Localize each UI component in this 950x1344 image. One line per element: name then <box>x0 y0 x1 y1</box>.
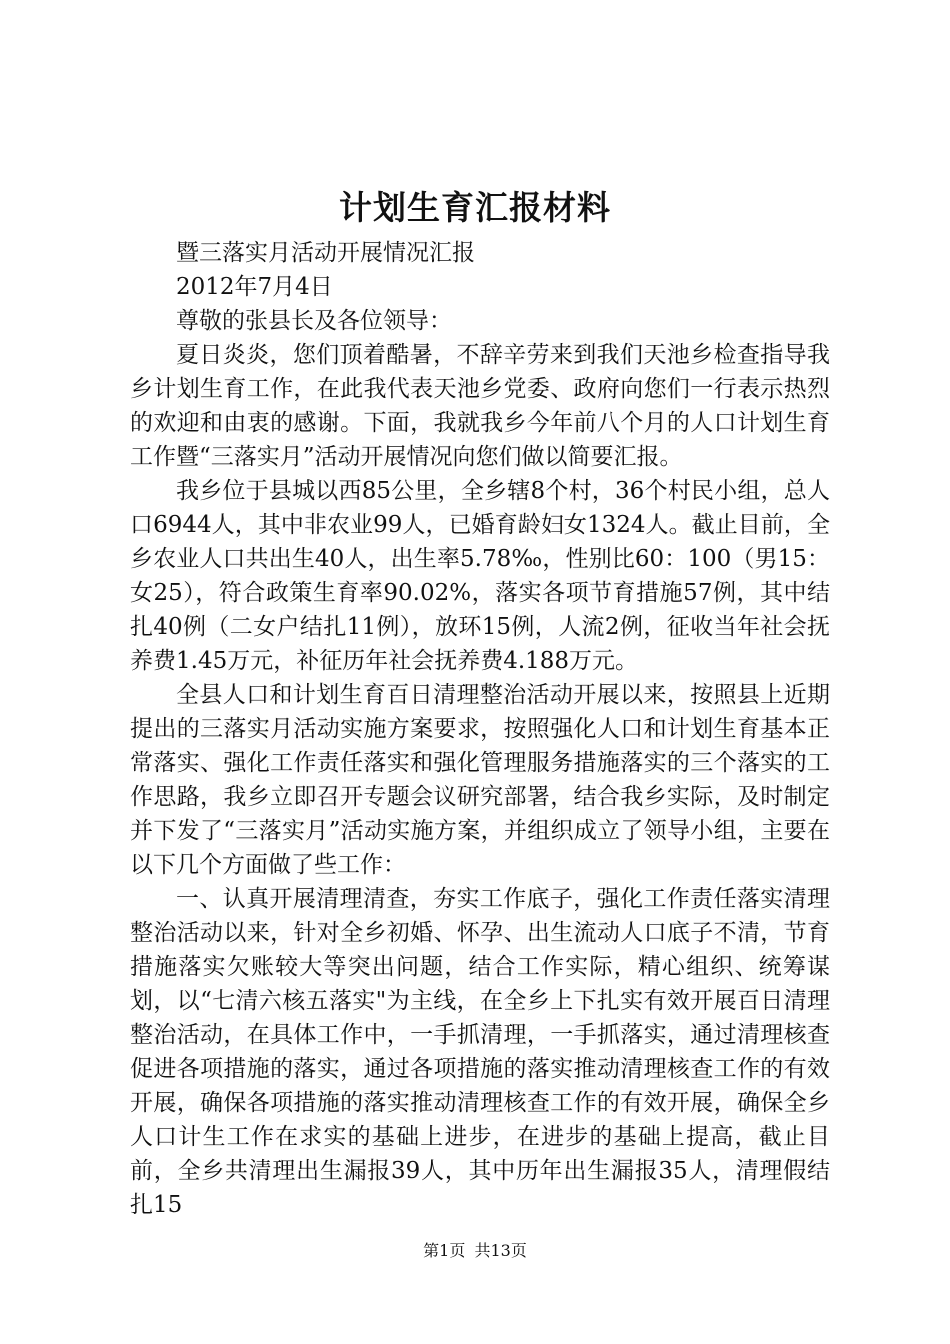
date-paragraph: 2012年7月4日 <box>176 274 333 300</box>
page-footer <box>0 1240 950 1262</box>
body-paragraph: 夏日炎炎，您们顶着酷暑，不辞辛劳来到我们天池乡检查指导我乡计划生育工作，在此我代表天池乡党委、政府向您们一行表示热烈的欢迎和由衷的感谢。下面，我就我乡今年前八个月的人口计划生育工作暨“三落实月”活动开展情况向您们做以简要汇报。 <box>130 342 830 470</box>
page-total: 共13页 <box>474 1241 527 1260</box>
document-body <box>130 236 830 1222</box>
body-paragraph: 一、认真开展清理清查，夯实工作底子，强化工作责任落实清理整治活动以来，针对全乡初婚、怀孕、出生流动人口底子不清，节育措施落实欠账较大等突出问题，结合工作实际，精心组织、统筹谋划，以“七清六核五落实"为主线，在全乡上下扎实有效开展百日清理整治活动，在具体工作中，一手抓清理，一手抓落实，通过清理核查促进各项措施的落实，通过各项措施的落实推动清理核查工作的有效开展，确保各项措施的落实推动清理核查工作的有效开展，确保全乡人口计生工作在求实的基础上进步，在进步的基础上提高，截止目前，全乡共清理出生漏报39人，其中历年出生漏报35人，清理假结扎15 <box>130 886 830 1218</box>
page-number: 第1页 <box>423 1241 466 1260</box>
body-paragraph: 我乡位于县城以西85公里，全乡辖8个村，36个村民小组，总人口6944人，其中非农业99人，已婚育龄妇女1324人。截止目前，全乡农业人口共出生40人，出生率5.78‰，性别比60：100（男15：女25），符合政策生育率90.02%，落实各项节育措施57例，其中结扎40例（二女户结扎11例），放环15例，人流2例，征收当年社会抚养费1.45万元，补征历年社会抚养费4.188万元。 <box>130 478 830 674</box>
subtitle-paragraph: 暨三落实月活动开展情况汇报 <box>176 240 475 266</box>
document-title: 计划生育汇报材料 <box>339 188 611 227</box>
salutation-paragraph: 尊敬的张县长及各位领导： <box>176 308 452 334</box>
body-paragraph: 全县人口和计划生育百日清理整治活动开展以来，按照县上近期提出的三落实月活动实施方案要求，按照强化人口和计划生育基本正常落实、强化工作责任落实和强化管理服务措施落实的三个落实的工作思路，我乡立即召开专题会议研究部署，结合我乡实际，及时制定并下发了“三落实月”活动实施方案，并组织成立了领导小组，主要在以下几个方面做了些工作： <box>130 682 830 878</box>
